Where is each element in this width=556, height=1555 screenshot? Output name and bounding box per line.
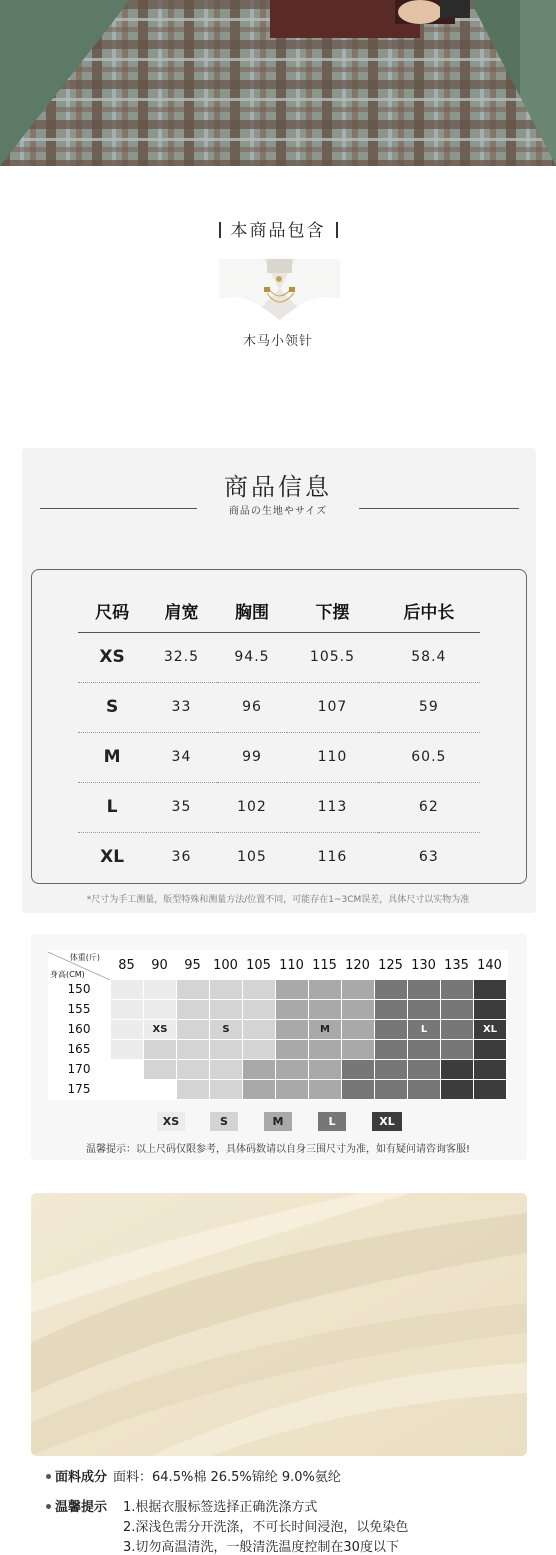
size-legend-chip: S — [210, 1112, 238, 1131]
spec-care — [46, 1499, 526, 1555]
fit-cell — [342, 980, 374, 999]
weight-column-label: 120 — [345, 958, 370, 973]
fit-cell — [276, 1040, 308, 1059]
fit-cell — [342, 1000, 374, 1019]
size-cell: XL — [100, 847, 125, 868]
header-size: 尺码 — [78, 590, 146, 632]
size-legend-chip: M — [264, 1112, 292, 1131]
fit-cell — [309, 1000, 341, 1019]
fit-cell — [342, 1060, 374, 1079]
fit-cell-label: L — [420, 1024, 428, 1035]
fit-cell — [441, 1020, 473, 1039]
fit-cell — [276, 1000, 308, 1019]
fit-cell — [474, 1040, 506, 1059]
fit-cell — [210, 1080, 242, 1099]
spec-fabric-key: 面料成分 — [55, 1470, 108, 1485]
table-row — [78, 782, 480, 832]
fit-cell — [441, 1060, 473, 1079]
table-cell: 60.5 — [378, 732, 480, 782]
fit-cell — [276, 980, 308, 999]
size-cell: S — [78, 682, 146, 732]
header-length: 后中长 — [378, 590, 480, 632]
fit-cell — [375, 1060, 407, 1079]
table-row — [78, 682, 480, 732]
fit-cell — [177, 1080, 209, 1099]
fit-cell — [309, 1040, 341, 1059]
height-row-label: 160 — [67, 1022, 91, 1036]
fit-cell — [177, 1020, 209, 1039]
fit-cell — [177, 1040, 209, 1059]
hero-product-photo — [0, 0, 556, 166]
fit-cell — [342, 1080, 374, 1099]
fit-cell — [111, 1040, 143, 1059]
table-cell: 33 — [146, 682, 217, 732]
size-legend-chip: XS — [157, 1112, 185, 1131]
title-bar-left — [219, 222, 221, 238]
fit-cell — [243, 1040, 275, 1059]
fit-cell — [474, 980, 506, 999]
fit-cell — [441, 1040, 473, 1059]
fit-cell — [111, 1000, 143, 1019]
fit-cell — [243, 1000, 275, 1019]
weight-axis-label: 体重(斤) — [69, 953, 100, 962]
size-cell: M — [78, 732, 146, 782]
table-cell: 116 — [317, 849, 348, 866]
fit-cell — [474, 1060, 506, 1079]
weight-column-label: 110 — [279, 958, 304, 973]
spec-fabric — [46, 1469, 341, 1486]
fit-cell — [177, 980, 209, 999]
weight-column-label: 105 — [246, 958, 271, 973]
table-cell: 110 — [287, 732, 377, 782]
header-shoulder: 肩宽 — [146, 590, 217, 632]
fit-cell — [375, 1080, 407, 1099]
table-cell: 36 — [171, 849, 192, 866]
fit-cell — [276, 1080, 308, 1099]
fit-cell — [474, 1000, 506, 1019]
fit-cell — [177, 1000, 209, 1019]
table-cell: 107 — [287, 682, 377, 732]
product-info-heading — [0, 472, 556, 517]
fabric-photo — [31, 1193, 527, 1456]
fit-cell — [474, 1080, 506, 1099]
fit-cell — [144, 1040, 176, 1059]
height-row-label: 150 — [67, 982, 91, 996]
weight-column-label: 100 — [213, 958, 238, 973]
care-line: 3.切勿高温清洗，一般清洗温度控制在30度以下 — [123, 1540, 399, 1555]
table-cell: 32.5 — [146, 632, 217, 682]
fit-cell — [408, 980, 440, 999]
table-cell: 35 — [146, 782, 217, 832]
product-info-title: 商品信息 — [224, 473, 332, 501]
fit-cell — [441, 1000, 473, 1019]
fit-cell-label: XS — [152, 1024, 168, 1035]
fit-cell — [408, 1040, 440, 1059]
bullet-dot — [46, 1504, 51, 1509]
height-row-label: 170 — [67, 1062, 91, 1076]
height-row-label: 165 — [67, 1042, 91, 1056]
size-legend-chip: XL — [372, 1112, 402, 1131]
fit-cell — [408, 1000, 440, 1019]
fit-cell — [111, 1020, 143, 1039]
size-legend-chip: L — [318, 1112, 346, 1131]
table-cell: 105.5 — [287, 632, 377, 682]
table-cell: 34 — [146, 732, 217, 782]
size-cell: L — [78, 782, 146, 832]
fit-cell — [309, 980, 341, 999]
weight-column-label: 125 — [378, 958, 403, 973]
height-row-label: 175 — [67, 1082, 91, 1096]
fit-cell — [210, 1000, 242, 1019]
brooch-thumbnail — [219, 259, 340, 320]
table-cell: 63 — [418, 849, 439, 866]
header-hem: 下摆 — [287, 590, 377, 632]
fit-cell — [210, 1040, 242, 1059]
fit-cell — [210, 980, 242, 999]
fit-cell — [375, 980, 407, 999]
table-cell: 94.5 — [217, 632, 288, 682]
table-row — [78, 832, 480, 882]
table-cell: 96 — [217, 682, 288, 732]
fit-cell — [243, 1080, 275, 1099]
size-table — [78, 590, 480, 882]
fit-chart-note: 温馨提示：以上尺码仅限参考，具体码数请以自身三围尺寸为准，如有疑问请咨询客服! — [85, 1144, 470, 1155]
height-axis-label: 身高(CM) — [50, 970, 85, 979]
fit-cell — [276, 1020, 308, 1039]
fit-cell-label: XL — [482, 1024, 498, 1035]
spec-fabric-value: 面料：64.5%棉 26.5%锦纶 9.0%氨纶 — [113, 1470, 341, 1485]
fit-cell — [342, 1020, 374, 1039]
fit-cell — [144, 980, 176, 999]
fit-cell — [144, 1000, 176, 1019]
fit-cell — [243, 980, 275, 999]
spec-care-key: 温馨提示 — [55, 1500, 108, 1515]
weight-column-label: 90 — [151, 958, 168, 973]
fit-cell — [309, 1060, 341, 1079]
weight-column-label: 135 — [444, 958, 469, 973]
measurement-note: *尺寸为手工测量，版型特殊和测量方法/位置不同，可能存在1~3CM误差，具体尺寸以实物为准 — [86, 895, 470, 905]
fit-cell — [177, 1060, 209, 1079]
weight-column-label: 95 — [184, 958, 201, 973]
fit-cell — [408, 1060, 440, 1079]
title-bar-right — [336, 222, 338, 238]
care-line: 2.深浅色需分开洗涤，不可长时间浸泡，以免染色 — [123, 1520, 409, 1535]
fit-cell — [210, 1060, 242, 1079]
package-item-name: 木马小领针 — [242, 334, 313, 349]
table-cell: 113 — [287, 782, 377, 832]
table-cell: 58.4 — [378, 632, 480, 682]
bullet-dot — [46, 1474, 51, 1479]
weight-column-label: 85 — [118, 958, 135, 973]
table-row — [78, 632, 480, 682]
product-info-subtitle: 商品の生地やサイズ — [228, 506, 328, 517]
fit-cell — [375, 1040, 407, 1059]
fit-cell-label: S — [222, 1024, 230, 1035]
table-cell: 102 — [217, 782, 288, 832]
weight-column-label: 140 — [477, 958, 502, 973]
weight-column-label: 115 — [312, 958, 337, 973]
fit-cell — [276, 1060, 308, 1079]
fit-cell — [375, 1000, 407, 1019]
table-cell: 59 — [378, 682, 480, 732]
package-title-text: 本商品包含 — [230, 221, 326, 241]
fit-cell — [309, 1080, 341, 1099]
fit-cell — [243, 1020, 275, 1039]
care-line: 1.根据衣服标签选择正确洗涤方式 — [123, 1500, 318, 1515]
table-row — [78, 732, 480, 782]
size-table-header-row — [78, 590, 480, 632]
fit-cell — [375, 1020, 407, 1039]
table-cell: 99 — [217, 732, 288, 782]
fit-cell — [441, 980, 473, 999]
table-cell: 62 — [378, 782, 480, 832]
fit-cell — [144, 1060, 176, 1079]
package-title — [0, 216, 556, 241]
weight-column-label: 130 — [411, 958, 436, 973]
header-bust: 胸围 — [217, 590, 288, 632]
height-row-label: 155 — [67, 1002, 91, 1016]
fit-chart-corner — [48, 952, 110, 980]
fit-cell — [243, 1060, 275, 1079]
table-cell: 105 — [237, 849, 267, 866]
fit-cell — [342, 1040, 374, 1059]
fit-cell — [408, 1080, 440, 1099]
fit-cell-label: M — [320, 1024, 330, 1035]
size-cell: XS — [78, 632, 146, 682]
fit-cell — [111, 980, 143, 999]
fit-cell — [441, 1080, 473, 1099]
